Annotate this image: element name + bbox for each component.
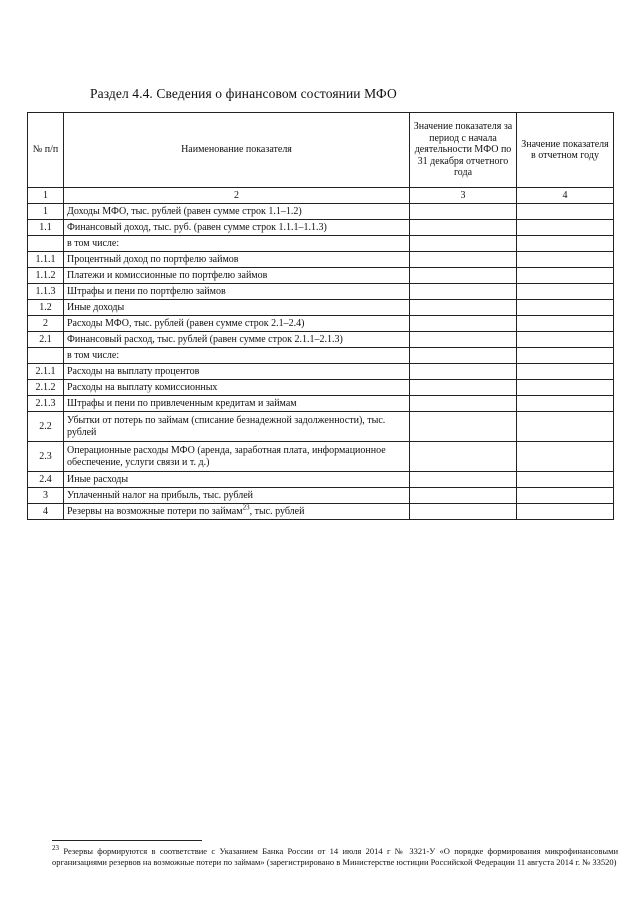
header-num: № п/п	[28, 113, 64, 188]
row-number: 1.1.1	[28, 252, 64, 268]
year-value-cell[interactable]	[517, 236, 614, 252]
column-index: 3	[410, 188, 517, 204]
row-indicator-name	[64, 396, 410, 412]
footnote-text: Резервы формируются в соответствие с Указанием Банка России от 14 июля 2014 г № 3321-У «О порядке формирования микрофинансовыми организациями резервов на возможные потери по займам» (зарегистрировано в Министерстве юстиции Российской Федерации 11 августа 2014 г. № 33520)	[52, 846, 619, 868]
table-row	[28, 268, 614, 284]
row-number: 1.2	[28, 300, 64, 316]
indicator-label: Финансовый доход, тыс. руб. (равен сумме строк 1.1.1–1.1.3)	[67, 221, 327, 233]
year-value-cell[interactable]	[517, 268, 614, 284]
table-row	[28, 412, 614, 442]
row-indicator-name	[64, 252, 410, 268]
row-indicator-name	[64, 364, 410, 380]
row-indicator-name	[64, 504, 410, 520]
row-indicator-name	[64, 316, 410, 332]
indicator-label: Убытки от потерь по займам (списание безнадежной задолженности), тыс. рублей	[67, 415, 386, 438]
indicator-label: Доходы МФО, тыс. рублей (равен сумме строк 1.1–1.2)	[67, 205, 302, 217]
row-indicator-name	[64, 268, 410, 284]
period-value-cell[interactable]	[410, 348, 517, 364]
indicator-label: Штрафы и пени по привлеченным кредитам и займам	[67, 397, 297, 409]
table-row	[28, 364, 614, 380]
period-value-cell[interactable]	[410, 442, 517, 472]
indicator-label: Уплаченный налог на прибыль, тыс. рублей	[67, 489, 254, 501]
row-number: 2	[28, 316, 64, 332]
table-row	[28, 332, 614, 348]
row-number	[28, 348, 64, 364]
row-indicator-name	[64, 472, 410, 488]
footnote-divider	[52, 840, 202, 841]
table-row	[28, 504, 614, 520]
period-value-cell[interactable]	[410, 300, 517, 316]
row-number: 2.4	[28, 472, 64, 488]
row-number	[28, 236, 64, 252]
row-indicator-name	[64, 332, 410, 348]
indicator-label: в том числе:	[67, 349, 120, 361]
row-number: 1.1.2	[28, 268, 64, 284]
year-value-cell[interactable]	[517, 412, 614, 442]
year-value-cell[interactable]	[517, 284, 614, 300]
year-value-cell[interactable]	[517, 300, 614, 316]
row-number: 1.1	[28, 220, 64, 236]
row-number: 2.1.3	[28, 396, 64, 412]
year-value-cell[interactable]	[517, 332, 614, 348]
header-row	[28, 113, 614, 188]
column-index: 2	[64, 188, 410, 204]
financial-report-table	[27, 112, 614, 520]
column-index: 4	[517, 188, 614, 204]
table-row	[28, 442, 614, 472]
row-number: 2.3	[28, 442, 64, 472]
year-value-cell[interactable]	[517, 364, 614, 380]
period-value-cell[interactable]	[410, 364, 517, 380]
table-row	[28, 348, 614, 364]
indicator-label: Расходы на выплату комиссионных	[67, 381, 218, 393]
header-period-value: Значение показателя за период с начала деятельности МФО по 31 декабря отчетного года	[410, 113, 517, 188]
indicator-label: Иные доходы	[67, 301, 125, 313]
indicator-label-suffix: , тыс. рублей	[249, 505, 305, 517]
footnote	[52, 846, 618, 869]
footnote-ref-marker: 23	[242, 503, 250, 512]
column-index-row	[28, 188, 614, 204]
row-indicator-name	[64, 300, 410, 316]
table-row	[28, 236, 614, 252]
row-number: 3	[28, 488, 64, 504]
row-indicator-name	[64, 442, 410, 472]
year-value-cell[interactable]	[517, 488, 614, 504]
column-index: 1	[28, 188, 64, 204]
indicator-label: в том числе:	[67, 237, 120, 249]
row-number: 1	[28, 204, 64, 220]
period-value-cell[interactable]	[410, 220, 517, 236]
table-row	[28, 380, 614, 396]
row-indicator-name	[64, 220, 410, 236]
row-indicator-name	[64, 236, 410, 252]
row-number: 4	[28, 504, 64, 520]
header-year-value: Значение показателя в отчетном году	[517, 113, 614, 188]
row-indicator-name	[64, 284, 410, 300]
period-value-cell[interactable]	[410, 412, 517, 442]
year-value-cell[interactable]	[517, 204, 614, 220]
row-indicator-name	[64, 204, 410, 220]
table-row	[28, 252, 614, 268]
year-value-cell[interactable]	[517, 220, 614, 236]
indicator-label: Расходы МФО, тыс. рублей (равен сумме строк 2.1–2.4)	[67, 317, 305, 329]
year-value-cell[interactable]	[517, 504, 614, 520]
table-row	[28, 472, 614, 488]
table-row	[28, 284, 614, 300]
indicator-label: Процентный доход по портфелю займов	[67, 253, 239, 265]
year-value-cell[interactable]	[517, 348, 614, 364]
row-number: 1.1.3	[28, 284, 64, 300]
table-row	[28, 396, 614, 412]
footnote-marker: 23	[52, 844, 59, 853]
table-body	[28, 113, 614, 520]
period-value-cell[interactable]	[410, 488, 517, 504]
period-value-cell[interactable]	[410, 316, 517, 332]
row-indicator-name	[64, 348, 410, 364]
row-number: 2.1.2	[28, 380, 64, 396]
period-value-cell[interactable]	[410, 332, 517, 348]
year-value-cell[interactable]	[517, 396, 614, 412]
year-value-cell[interactable]	[517, 442, 614, 472]
period-value-cell[interactable]	[410, 204, 517, 220]
period-value-cell[interactable]	[410, 504, 517, 520]
row-number: 2.1	[28, 332, 64, 348]
row-indicator-name	[64, 380, 410, 396]
row-number: 2.2	[28, 412, 64, 442]
indicator-label: Платежи и комиссионные по портфелю займов	[67, 269, 268, 281]
period-value-cell[interactable]	[410, 396, 517, 412]
indicator-label: Операционные расходы МФО (аренда, заработная плата, информационное обеспечение, услуги связи и т. д.)	[67, 445, 386, 468]
row-indicator-name	[64, 412, 410, 442]
period-value-cell[interactable]	[410, 236, 517, 252]
header-name: Наименование показателя	[64, 113, 410, 188]
indicator-label: Финансовый расход, тыс. рублей (равен сумме строк 2.1.1–2.1.3)	[67, 333, 343, 345]
indicator-label: Расходы на выплату процентов	[67, 365, 200, 377]
indicator-label: Штрафы и пени по портфелю займов	[67, 285, 226, 297]
year-value-cell[interactable]	[517, 380, 614, 396]
indicator-label: Иные расходы	[67, 473, 129, 485]
table-row	[28, 220, 614, 236]
period-value-cell[interactable]	[410, 284, 517, 300]
year-value-cell[interactable]	[517, 316, 614, 332]
period-value-cell[interactable]	[410, 268, 517, 284]
table-row	[28, 300, 614, 316]
indicator-label: Резервы на возможные потери по займам	[67, 505, 243, 517]
table-row	[28, 488, 614, 504]
row-number: 2.1.1	[28, 364, 64, 380]
period-value-cell[interactable]	[410, 472, 517, 488]
year-value-cell[interactable]	[517, 472, 614, 488]
section-title: Раздел 4.4. Сведения о финансовом состоянии МФО	[90, 86, 397, 101]
year-value-cell[interactable]	[517, 252, 614, 268]
period-value-cell[interactable]	[410, 252, 517, 268]
row-indicator-name	[64, 488, 410, 504]
period-value-cell[interactable]	[410, 380, 517, 396]
table-row	[28, 204, 614, 220]
table-row	[28, 316, 614, 332]
